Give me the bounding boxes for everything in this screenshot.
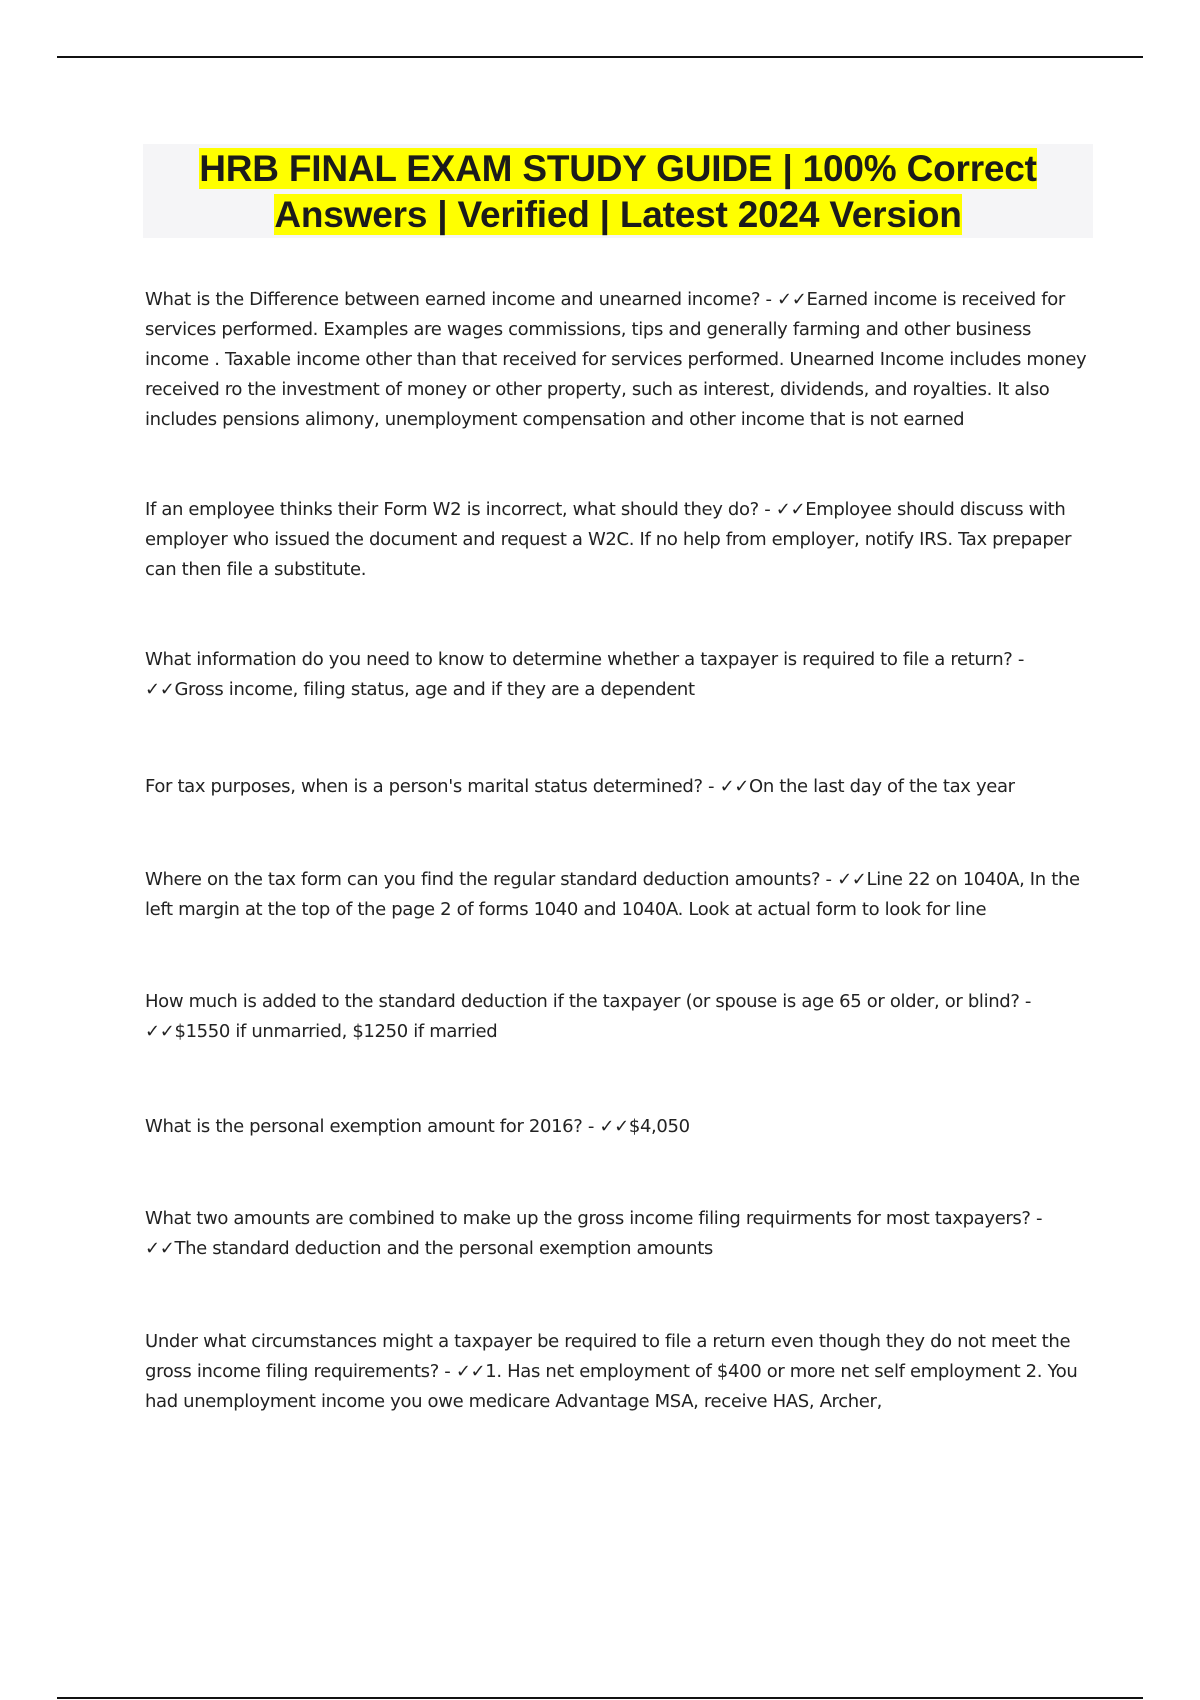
question-text: For tax purposes, when is a person's marital status determined? - bbox=[145, 776, 720, 797]
answer-text: ✓✓1. Has net employment of $400 or more net self employment 2. You had unemployment income you owe medicare Advantage MSA, receive HAS, Archer, bbox=[145, 1361, 1078, 1412]
answer-text: ✓✓Gross income, filing status, age and if they are a dependent bbox=[145, 679, 695, 700]
question-text: What is the personal exemption amount for 2016? - bbox=[145, 1116, 600, 1137]
question-text: If an employee thinks their Form W2 is incorrect, what should they do? - bbox=[145, 499, 776, 520]
qa-item bbox=[145, 987, 1090, 1047]
question-text: Under what circumstances might a taxpayer be required to file a return even though they do not meet the gross income filing requirements? - bbox=[145, 1331, 1071, 1382]
answer-text: ✓✓$1550 if unmarried, $1250 if married bbox=[145, 1021, 498, 1042]
answer-text: ✓✓The standard deduction and the personal exemption amounts bbox=[145, 1238, 713, 1259]
qa-item bbox=[145, 772, 1015, 802]
question-text: How much is added to the standard deduction if the taxpayer (or spouse is age 65 or older, or blind? - bbox=[145, 991, 1032, 1012]
top-rule bbox=[57, 56, 1143, 58]
bottom-rule bbox=[57, 1697, 1143, 1699]
qa-item bbox=[145, 645, 1090, 705]
document-title bbox=[143, 144, 1093, 238]
qa-item bbox=[145, 1327, 1090, 1417]
title-line-2: Answers | Verified | Latest 2024 Version bbox=[274, 194, 962, 235]
qa-item bbox=[145, 285, 1090, 435]
question-text: What information do you need to know to determine whether a taxpayer is required to file a return? - bbox=[145, 649, 1025, 670]
qa-item bbox=[145, 865, 1090, 925]
question-text: What is the Difference between earned income and unearned income? - bbox=[145, 289, 778, 310]
qa-item bbox=[145, 1112, 690, 1142]
question-text: What two amounts are combined to make up the gross income filing requirments for most taxpayers? - bbox=[145, 1208, 1043, 1229]
qa-item bbox=[145, 495, 1090, 585]
answer-text: ✓✓Employee should discuss with employer who issued the document and request a W2C. If no help from employer, notify IRS. Tax prepaper can then file a substitute. bbox=[145, 499, 1072, 580]
title-line-1: HRB FINAL EXAM STUDY GUIDE | 100% Correct bbox=[199, 148, 1037, 189]
question-text: Where on the tax form can you find the regular standard deduction amounts? - bbox=[145, 869, 838, 890]
answer-text: ✓✓$4,050 bbox=[599, 1116, 690, 1137]
qa-item bbox=[145, 1204, 1090, 1264]
answer-text: ✓✓On the last day of the tax year bbox=[719, 776, 1015, 797]
answer-text: ✓✓Earned income is received for services performed. Examples are wages commissions, tips and generally farming and other business income . Taxable income other than that received for services performed. Unearned Income includes money received ro the investment of money or other property, such as interest, dividends, and royalties. It also includes pensions alimony, unemployment compensation and other income that is not earned bbox=[145, 289, 1087, 430]
answer-text: ✓✓Line 22 on 1040A, In the left margin at the top of the page 2 of forms 1040 and 1040A. Look at actual form to look for line bbox=[145, 869, 1080, 920]
